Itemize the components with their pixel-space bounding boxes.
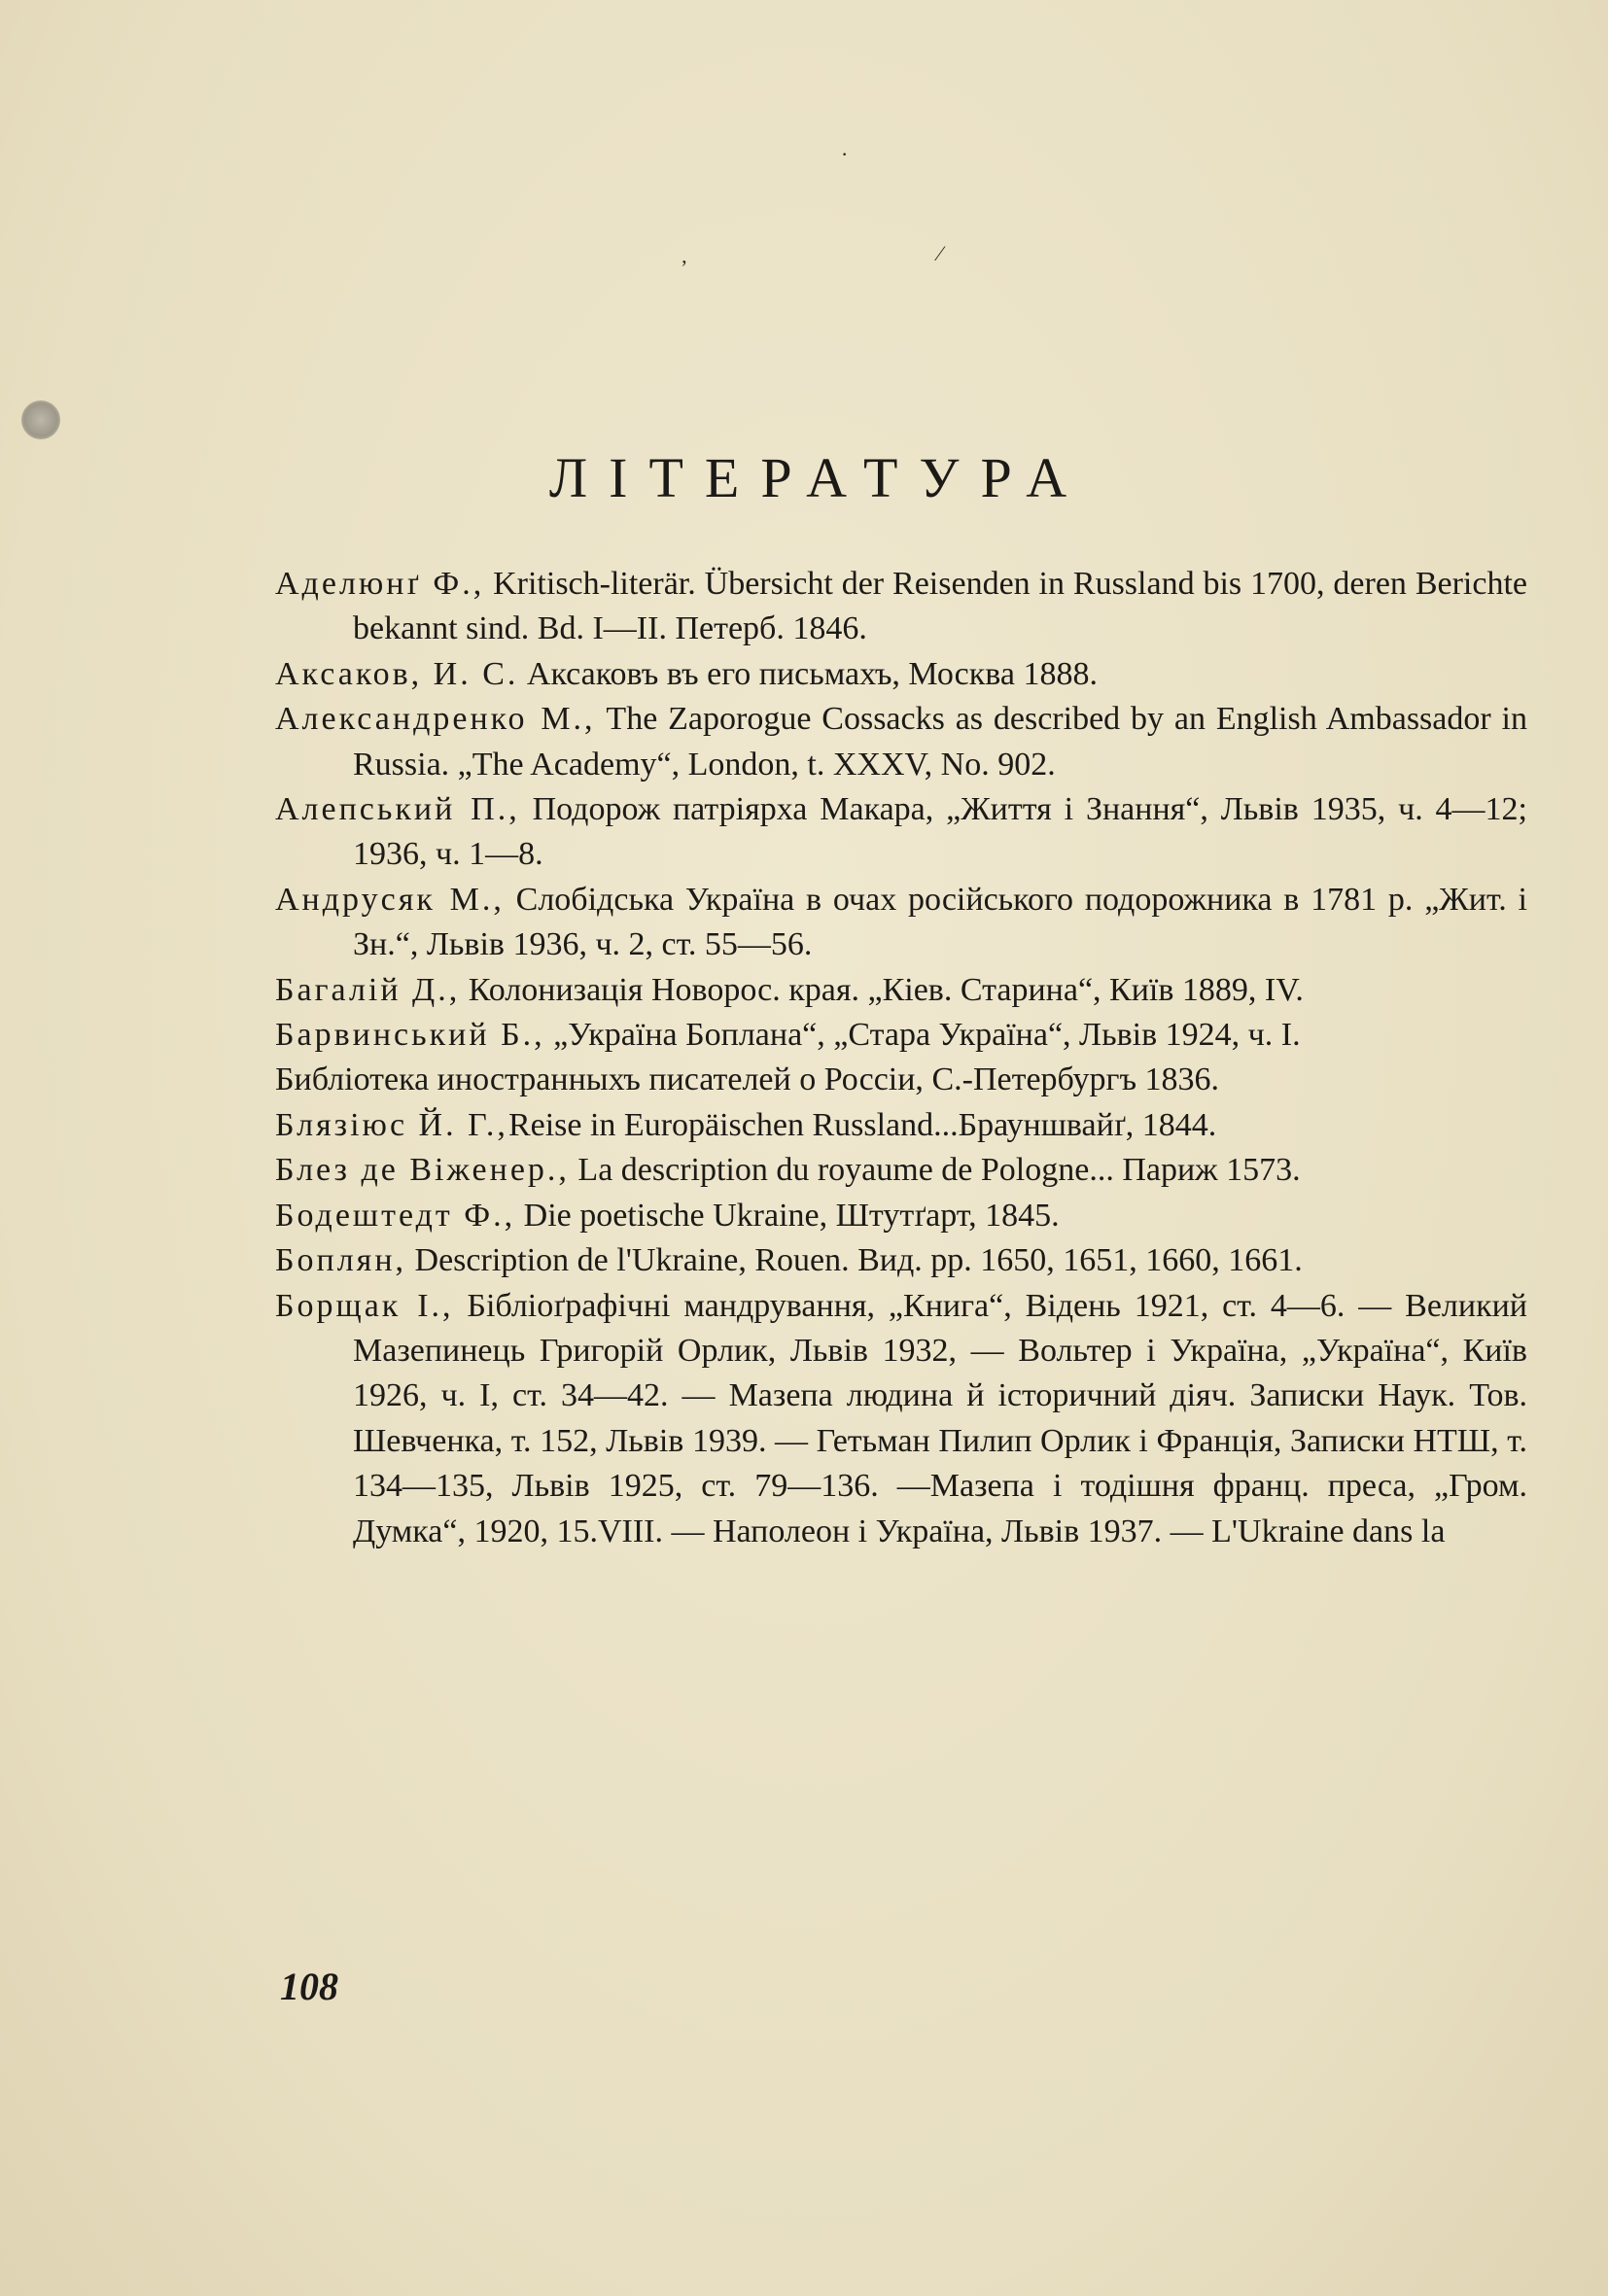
entry-text: „Україна Боплана“, „Стара Україна“, Львів 1924, ч. I. (544, 1017, 1301, 1054)
page-title: ЛІТЕРАТУРА (548, 446, 1089, 509)
entry-text: Подорож патріярха Макара, „Життя і Знання“, Львів 1935, ч. 4—12; 1936, ч. 1—8. (353, 791, 1527, 873)
bibliography-entry (275, 1148, 1527, 1193)
bibliography-entry (275, 1194, 1527, 1238)
bibliography-entry (275, 1238, 1527, 1283)
speck: · (841, 142, 849, 166)
speck: ʼ (681, 256, 688, 280)
entry-text: Бібліоґрафічні мандрування, „Книга“, Відень 1921, ст. 4—6. — Великий Мазепинець Григорій Орлик, Львів 1932, — Вольтер і Україна, „Україна“, Київ 1926, ч. I, ст. 34—42. — Мазепа людина й історичний діяч. Записки Наук. Тов. Шевченка, т. 152, Львів 1939. — Гетьман Пилип Орлик і Франція, Записки НТШ, т. 134—135, Львів 1925, ст. 79—136. —Мазепа і тодішня франц. преса, „Гром. Думка“, 1920, 15.VIII. — Наполеон і Україна, Львів 1937. — L'Ukraine dans la (353, 1287, 1527, 1549)
entry-author: Бодештедт Ф., (275, 1197, 516, 1234)
entry-author: Багалій Д., (275, 971, 461, 1008)
entry-text: Аксаковъ въ его письмахъ, Москва 1888. (518, 655, 1098, 692)
entry-text: The Zaporogue Cossacks as described by an English Ambassador in Russia. „The Academy“, London, t. XXXV, No. 902. (353, 701, 1527, 783)
entry-author: Библіотека иностранныхъ писателей о Россіи, (275, 1061, 924, 1098)
bibliography-entry (275, 562, 1527, 652)
entry-author: Барвинський Б., (275, 1017, 545, 1054)
bibliography-entry (275, 878, 1527, 968)
entry-author: Александренко М., (275, 701, 596, 738)
entry-author: Борщак I., (275, 1287, 454, 1324)
entry-text: Die poetische Ukraine, Штутґарт, 1845. (515, 1197, 1060, 1234)
bibliography-entry (275, 787, 1527, 878)
page-number: 108 (280, 1965, 338, 2008)
entry-text: La description du royaume de Pologne... Париж 1573. (569, 1152, 1301, 1189)
bibliography-list (275, 562, 1527, 1554)
entry-text: Колонизація Новорос. края. „Кіев. Старина“, Київ 1889, IV. (460, 971, 1304, 1008)
speck: ⁄ (938, 241, 942, 265)
entry-author: Блязіюс Й. Г., (275, 1106, 508, 1143)
bibliography-entry (275, 1013, 1527, 1058)
bibliography-entry (275, 968, 1527, 1013)
entry-text: С.-Петербургъ 1836. (923, 1061, 1220, 1098)
entry-text: Kritisch-literär. Übersicht der Reisenden in Russland bis 1700, deren Berichte bekannt sind. Bd. I—II. Петерб. 1846. (353, 566, 1527, 647)
bibliography-entry (275, 1284, 1527, 1554)
entry-author: Аксаков, И. С. (275, 655, 519, 692)
bibliography-entry (275, 652, 1527, 697)
entry-text: Слобідська Україна в очах російського подорожника в 1781 р. „Жит. і Зн.“, Львів 1936, ч. 2, ст. 55—56. (353, 881, 1527, 963)
entry-author: Андрусяк М., (275, 881, 505, 918)
bibliography-entry (275, 1058, 1527, 1102)
entry-author: Алепський П., (275, 791, 520, 828)
entry-text: Reise in Europäischen Russland...Брауншвайґ, 1844. (507, 1106, 1217, 1143)
binding-hole (21, 400, 60, 439)
entry-author: Боплян, (275, 1242, 407, 1279)
bibliography-entry (275, 697, 1527, 787)
entry-author: Аделюнґ Ф., (275, 566, 485, 602)
entry-text: Description de l'Ukraine, Rouen. Вид. рр. 1650, 1651, 1660, 1661. (406, 1242, 1303, 1279)
bibliography-entry (275, 1103, 1527, 1148)
entry-author: Блез де Віженер., (275, 1152, 570, 1189)
